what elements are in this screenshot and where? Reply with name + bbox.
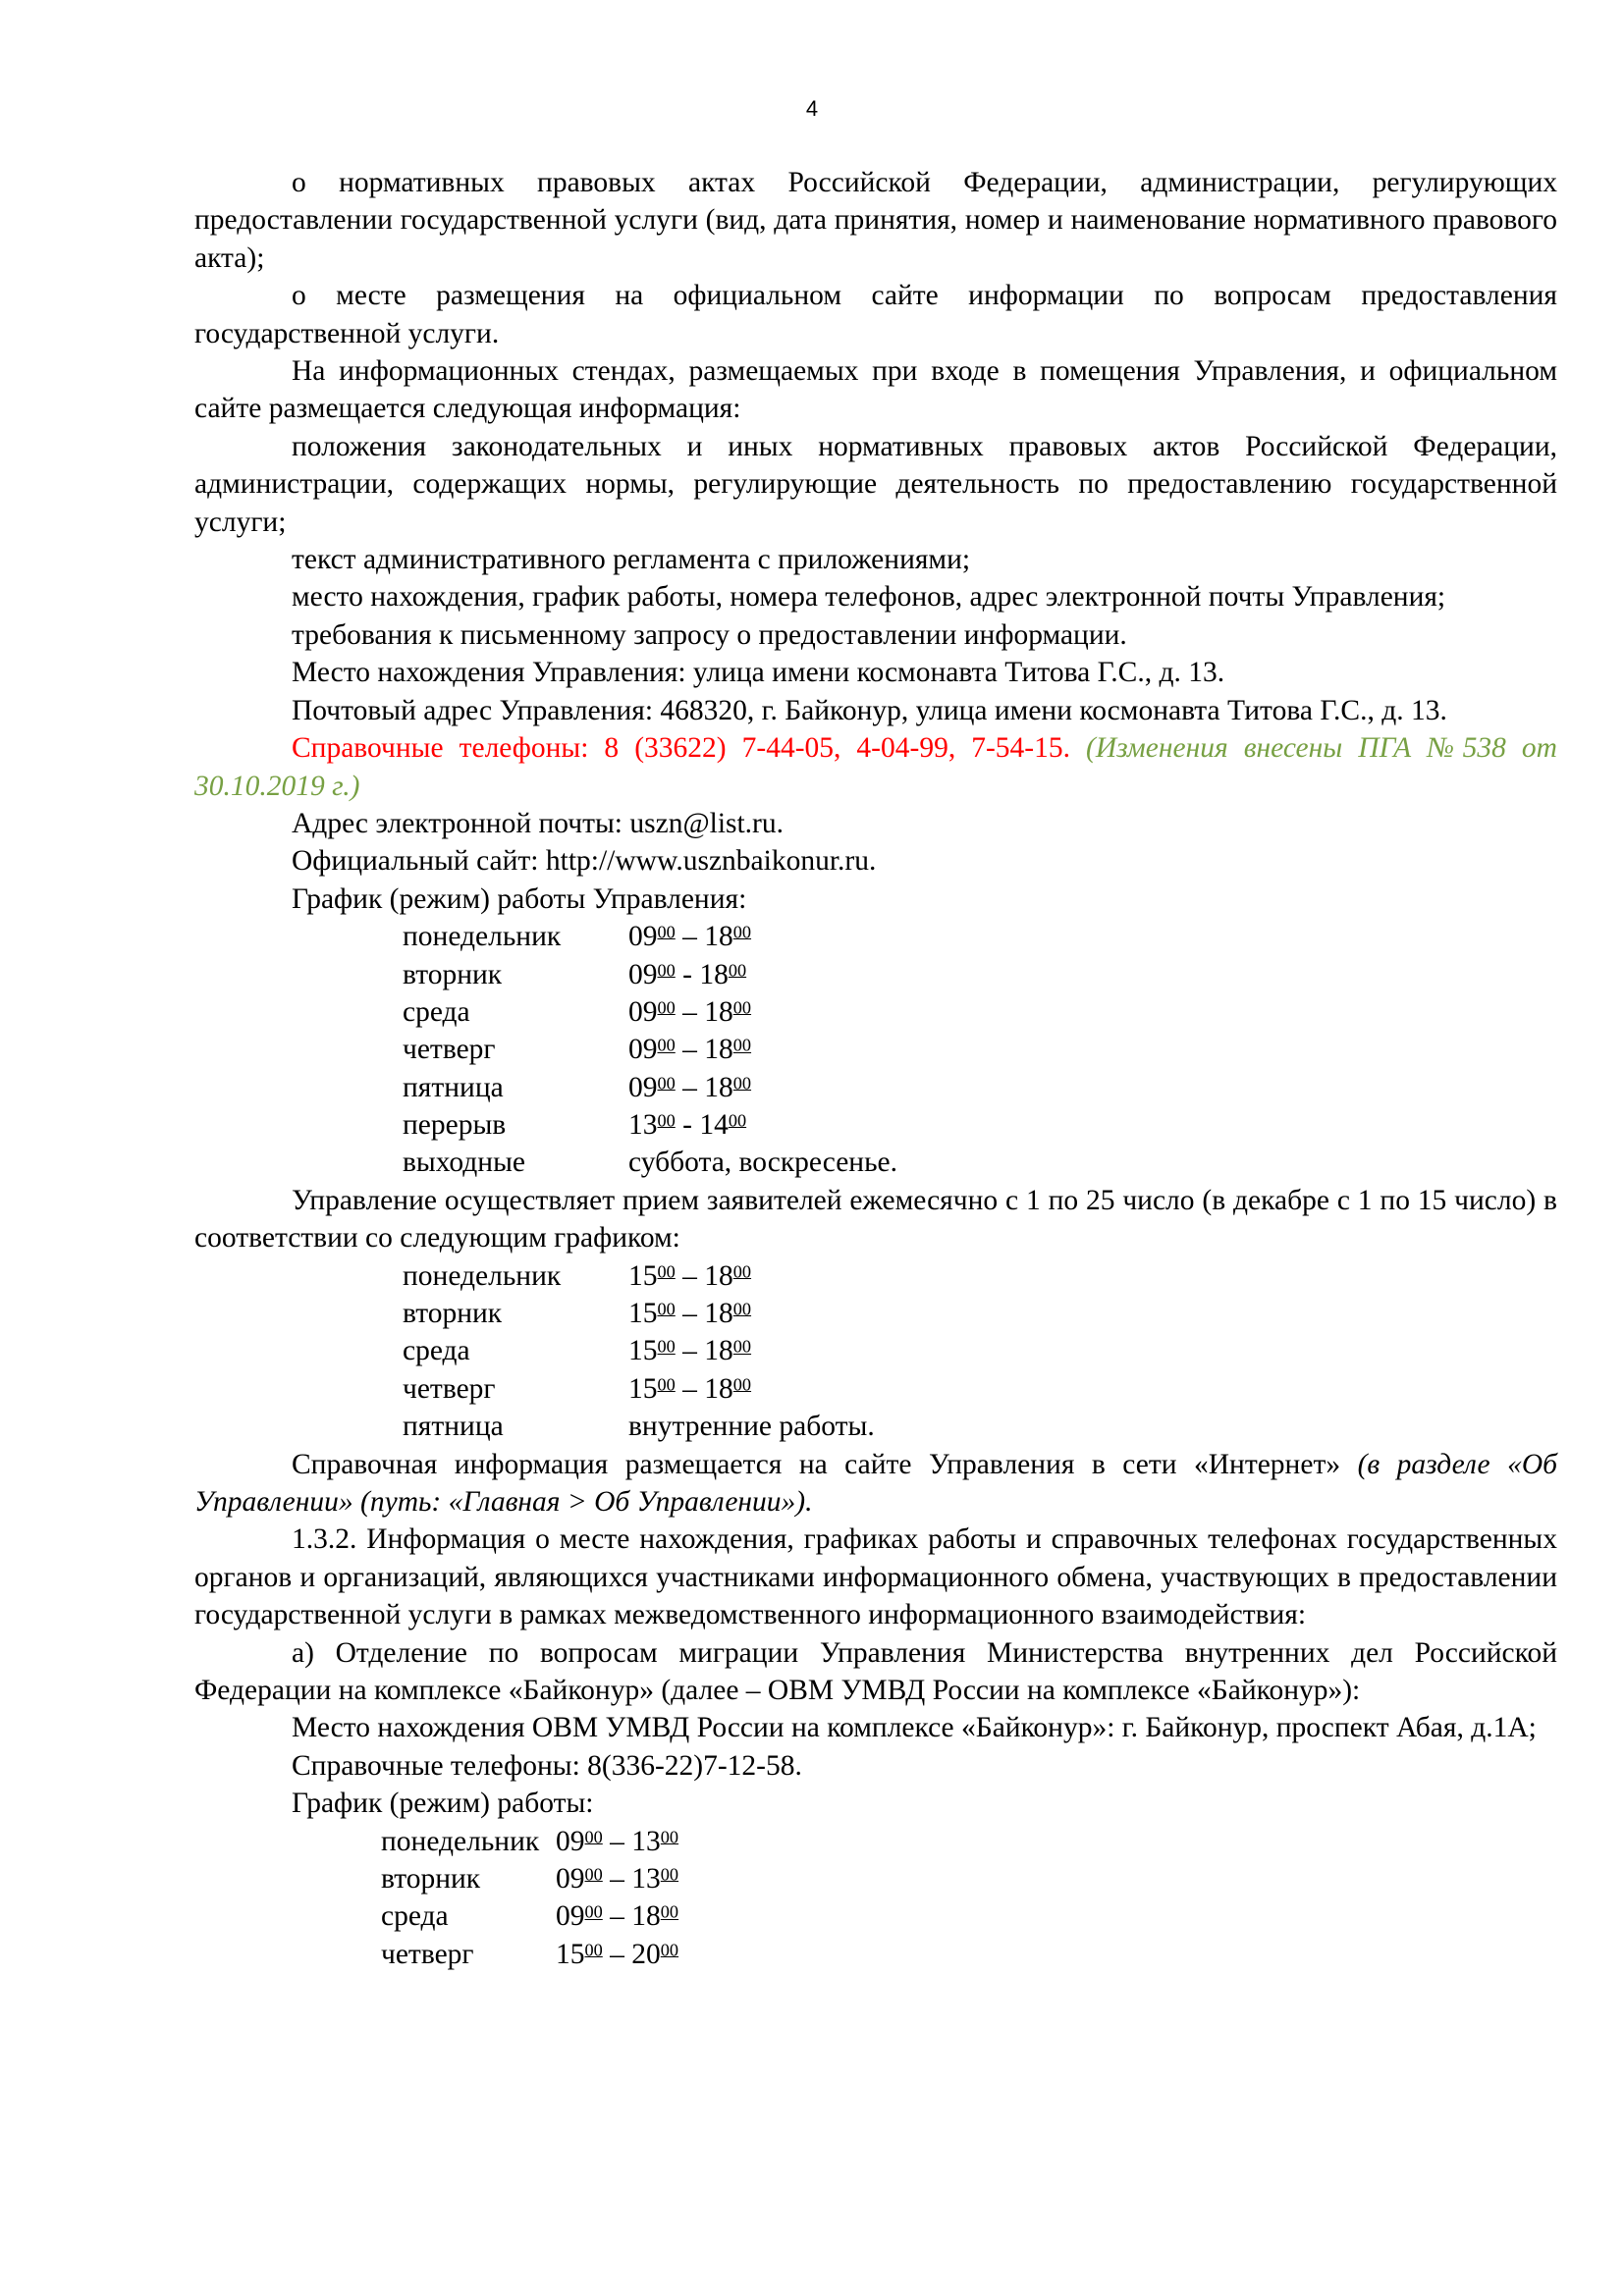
minute-start: 00	[657, 1299, 676, 1319]
minute-start: 00	[584, 1901, 603, 1922]
schedule-row	[194, 1106, 1557, 1144]
schedule-row	[194, 1257, 1557, 1295]
hour-end: 18	[704, 995, 733, 1028]
schedule-row	[194, 1370, 1557, 1408]
minute-end: 00	[732, 1035, 752, 1055]
hour-end: 18	[704, 1372, 733, 1405]
email-paragraph: Адрес электронной почты: uszn@list.ru.	[292, 807, 785, 839]
schedule-day: четверг	[381, 1938, 474, 1970]
schedule-time	[628, 918, 751, 955]
minute-start: 00	[657, 959, 676, 980]
schedule-row	[194, 993, 1557, 1031]
schedule-day: пятница	[403, 1411, 504, 1443]
schedule-day: четверг	[403, 1372, 496, 1405]
schedule-time	[628, 1408, 875, 1445]
schedule-heading: График (режим) работы Управления:	[292, 882, 747, 915]
hour-start: 09	[556, 1900, 585, 1933]
schedule-row	[194, 918, 1557, 955]
hour-end: 13	[631, 1825, 661, 1857]
minute-end: 00	[732, 1374, 752, 1395]
schedule-row	[194, 956, 1557, 993]
hour-start: 09	[628, 1071, 658, 1103]
hour-start: 09	[556, 1863, 585, 1896]
minute-end: 00	[660, 1827, 679, 1847]
minute-start: 00	[657, 922, 676, 942]
schedule-time	[628, 1295, 751, 1332]
phones-text: Справочные телефоны: 8 (33622) 7-44-05, 4-04-99, 7-54-15.	[292, 732, 1070, 765]
minute-end: 00	[728, 1110, 747, 1131]
schedule-row	[194, 1408, 1557, 1445]
schedule-time	[628, 1106, 746, 1144]
schedule-time	[556, 1860, 678, 1897]
schedule-row	[194, 1031, 1557, 1068]
schedule-day: вторник	[403, 1298, 503, 1330]
minute-start: 00	[657, 1073, 676, 1094]
hour-end: 18	[704, 921, 733, 953]
hour-end: 13	[631, 1863, 661, 1896]
hour-start: 15	[628, 1372, 658, 1405]
paragraph: текст административного регламента с приложениями;	[292, 544, 971, 576]
schedule-time	[556, 1897, 678, 1935]
minute-start: 00	[584, 1940, 603, 1960]
paragraph: место нахождения, график работы, номера телефонов, адрес электронной почты Управления;	[292, 581, 1446, 614]
minute-start: 00	[657, 1110, 676, 1131]
hour-end: 18	[631, 1900, 661, 1933]
schedule-time	[628, 1257, 751, 1295]
schedule-day: понедельник	[403, 921, 562, 953]
schedule-row	[194, 1069, 1557, 1106]
time-separator: –	[675, 1335, 705, 1367]
schedule-row	[194, 1936, 1557, 1973]
schedule-day: пятница	[403, 1071, 504, 1103]
schedule-day: вторник	[381, 1863, 481, 1896]
minute-end: 00	[732, 1261, 752, 1281]
phone-paragraph	[194, 729, 1557, 805]
minute-start: 00	[657, 1374, 676, 1395]
minute-end: 00	[660, 1901, 679, 1922]
time-separator: –	[675, 1298, 705, 1330]
schedule-day: понедельник	[403, 1259, 562, 1292]
hour-end: 18	[704, 1071, 733, 1103]
paragraph: о нормативных правовых актах Российской Федерации, администрации, регулирующих предоставлении государственной услуги (вид, дата принятия, номер и наименование нормативного правового акта);	[194, 167, 1557, 274]
paragraph: а) Отделение по вопросам миграции Управления Министерства внутренних дел Российской Федерации на комплексе «Байконур» (далее – ОВМ УМВД России на комплексе «Байконур»):	[194, 1636, 1557, 1707]
time-separator: –	[602, 1825, 632, 1857]
minute-end: 00	[732, 1299, 752, 1319]
page-number: 4	[805, 96, 819, 121]
hour-start: 09	[628, 958, 658, 990]
time-separator: -	[675, 1109, 700, 1142]
minute-start: 00	[584, 1864, 603, 1885]
paragraph: Почтовый адрес Управления: 468320, г. Байконур, улица имени космонавта Титова Г.С., д. 13.	[292, 694, 1447, 726]
hour-end: 18	[699, 958, 729, 990]
schedule-row	[194, 1295, 1557, 1332]
minute-start: 00	[657, 997, 676, 1018]
schedule-time	[628, 1332, 751, 1369]
minute-end: 00	[732, 1073, 752, 1094]
amendment-note: (Изменения внесены ПГА №538 от 30.10.2019 г.)	[194, 732, 1557, 802]
work-schedule	[194, 918, 1557, 1182]
reference-path: (в разделе «Об Управлении» (путь: «Главная > Об Управлении»).	[194, 1448, 1557, 1519]
time-separator: –	[675, 921, 705, 953]
hour-start: 09	[628, 995, 658, 1028]
schedule-time	[628, 1370, 751, 1408]
time-separator: -	[675, 958, 700, 990]
reference-text: Справочная информация размещается на сайте Управления в сети «Интернет»	[292, 1448, 1341, 1480]
ovm-schedule	[194, 1823, 1557, 1974]
hour-end: 18	[704, 1034, 733, 1066]
time-separator: –	[675, 995, 705, 1028]
hour-start: 15	[556, 1938, 585, 1970]
paragraph: 1.3.2. Информация о месте нахождения, графиках работы и справочных телефонах государственных органов и организаций, являющихся участниками информационного обмена, участвующих в предоставлении государственной услуги в рамках межведомственного информационного взаимодействия:	[194, 1523, 1557, 1631]
time-separator: –	[675, 1071, 705, 1103]
hour-end: 20	[631, 1938, 661, 1970]
hour-end: 18	[704, 1259, 733, 1292]
document-body	[194, 164, 1557, 1973]
schedule-time	[628, 1069, 751, 1106]
schedule-row	[194, 1860, 1557, 1897]
paragraph: Место нахождения Управления: улица имени космонавта Титова Г.С., д. 13.	[292, 657, 1225, 689]
hour-start: 09	[628, 1034, 658, 1066]
reception-schedule	[194, 1257, 1557, 1446]
paragraph: положения законодательных и иных нормативных правовых актов Российской Федерации, администрации, содержащих нормы, регулирующие деятельность по предоставлению государственной услуги;	[194, 430, 1557, 538]
schedule-time	[556, 1936, 678, 1973]
time-separator: –	[675, 1034, 705, 1066]
paragraph: Управление осуществляет прием заявителей ежемесячно с 1 по 25 число (в декабре с 1 по 15 число) в соответствии со следующим графиком:	[194, 1184, 1557, 1255]
schedule-time	[628, 993, 751, 1031]
schedule-time	[628, 1031, 751, 1068]
time-separator: –	[675, 1259, 705, 1292]
minute-end: 00	[732, 922, 752, 942]
paragraph: Место нахождения ОВМ УМВД России на комплексе «Байконур»: г. Байконур, проспект Абая, д.1А;	[292, 1712, 1537, 1744]
schedule-note: суббота, воскресенье.	[628, 1147, 898, 1179]
time-separator: –	[602, 1863, 632, 1896]
minute-start: 00	[657, 1336, 676, 1357]
schedule-day: среда	[403, 1335, 470, 1367]
schedule-row	[194, 1823, 1557, 1860]
reference-paragraph	[194, 1446, 1557, 1522]
schedule-time	[556, 1823, 678, 1860]
minute-end: 00	[660, 1940, 679, 1960]
schedule-time	[628, 956, 746, 993]
time-separator: –	[675, 1372, 705, 1405]
minute-start: 00	[657, 1035, 676, 1055]
paragraph: требования к письменному запросу о предоставлении информации.	[292, 618, 1127, 651]
schedule-row	[194, 1332, 1557, 1369]
schedule-day: среда	[381, 1900, 449, 1933]
schedule-heading: График (режим) работы:	[292, 1788, 594, 1820]
schedule-day: среда	[403, 995, 470, 1028]
hour-start: 15	[628, 1298, 658, 1330]
minute-end: 00	[732, 997, 752, 1018]
time-separator: –	[602, 1938, 632, 1970]
website-paragraph: Официальный сайт: http://www.usznbaikonur.ru.	[292, 845, 877, 878]
schedule-note: внутренние работы.	[628, 1411, 875, 1443]
hour-start: 09	[628, 921, 658, 953]
hour-start: 15	[628, 1259, 658, 1292]
hour-start: 15	[628, 1335, 658, 1367]
paragraph: На информационных стендах, размещаемых при входе в помещения Управления, и официальном сайте размещается следующая информация:	[194, 355, 1557, 425]
schedule-day: четверг	[403, 1034, 496, 1066]
hour-end: 18	[704, 1335, 733, 1367]
schedule-day: вторник	[403, 958, 503, 990]
schedule-row	[194, 1144, 1557, 1181]
paragraph: Справочные телефоны: 8(336-22)7-12-58.	[292, 1749, 802, 1782]
minute-end: 00	[728, 959, 747, 980]
hour-end: 14	[699, 1109, 729, 1142]
schedule-time	[628, 1144, 897, 1181]
schedule-row	[194, 1897, 1557, 1935]
hour-start: 13	[628, 1109, 658, 1142]
paragraph: о месте размещения на официальном сайте информации по вопросам предоставления государственной услуги.	[194, 280, 1557, 349]
schedule-day: перерыв	[403, 1109, 507, 1142]
schedule-day: понедельник	[381, 1825, 540, 1857]
schedule-day: выходные	[403, 1147, 525, 1179]
minute-end: 00	[660, 1864, 679, 1885]
time-separator: –	[602, 1900, 632, 1933]
minute-end: 00	[732, 1336, 752, 1357]
hour-end: 18	[704, 1298, 733, 1330]
minute-start: 00	[584, 1827, 603, 1847]
minute-start: 00	[657, 1261, 676, 1281]
hour-start: 09	[556, 1825, 585, 1857]
